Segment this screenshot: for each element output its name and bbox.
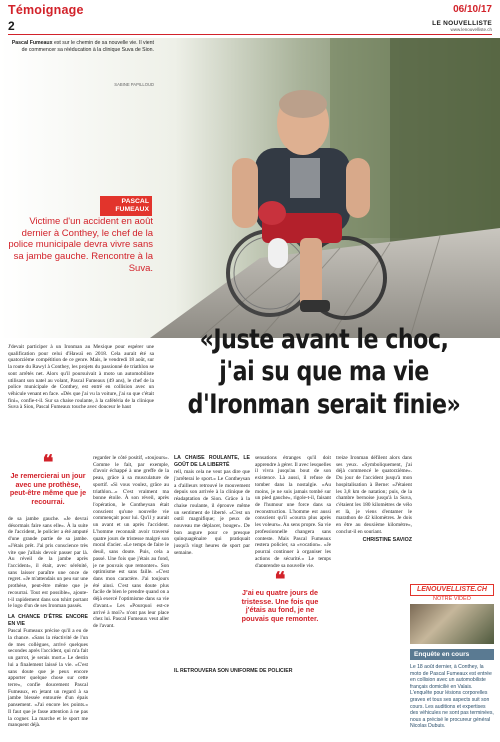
section-rubric: Témoignage: [8, 3, 84, 17]
quote-mark-icon: ❝: [42, 450, 54, 474]
body-column-4: [255, 455, 331, 567]
brand-url: www.lenouvelliste.ch: [450, 27, 492, 32]
body-paragraph: rell, mais cela ne veut pas dire que j'arrêterai le sport.» Le Contheysan a d'ailleurs retrouvé le mouvement depuis son arrivée à la clinique de réadaptation de Sion. Grâce à la chaise roulante, il éprouve même un sentiment de liberté. «C'est un outil magnifique; je peux de nouveau me déplacer, bouger». De bon augure pour ce presque quinquagénaire qui pratiquait jusqu'à vingt heures de sport par semaine.: [174, 469, 250, 556]
sidebar-title: Enquête en cours: [410, 649, 494, 660]
brand-name: LE NOUVELLISTE: [432, 20, 492, 27]
video-thumbnail[interactable]: [410, 604, 494, 644]
body-paragraph: Pascal Fumeaux précise qu'il a eu de la chance. «Sans la réactivité de l'un de mes collègues, arrivé quelques secondes après l'accident, qui m'a fait un garrot, je serais mort.» Le destin lui a finalement laissé la vie. «C'est sans doute que je peux encore apporter quelque chose sur cette terre», confie doucement Pascal Fumeaux, en jetant un regard à sa jambe blessée entourée d'un épais pansement. «J'ai encore les points.» Il faut que je fasse attention à ne pas la cogner. La marche et le sport me manquent déjà.: [8, 628, 88, 729]
video-sublabel: NOTRE VIDÉO: [410, 596, 494, 602]
subheading-chance: LA CHANCE D'ÊTRE ENCORE EN VIE: [8, 614, 88, 627]
pull-quote-2-text: J'ai eu quatre jours de tristesse. Une fois que j'étais au fond, je ne pouvais que remonter.: [241, 588, 319, 623]
subheading-uniforme: IL RETROUVERA SON UNIFORME DE POLICIER: [174, 668, 293, 674]
subject-name-tag: [100, 196, 152, 216]
body-paragraph: sensations étranges qu'il doit apprendre à gérer. Il avec lesquelles il vivra jusqu'au bout de son existence. Là aussi, il refuse de tomber dans la nostalgie. «Au moins, je ne suis jamais tombé sur un pied gauche», rigole-t-il, faisant de l'humour une force dans sa reconstruction. L'homme est aussi conscient qu'il «courra plus après les voleurs». Au sens propre. Sa vie professionnelle changera sans conteste. Mais Pascal Fumeaux restera policier, sa «vocation». «Je pourrai continuer à organiser les actions de sécurité.» Le temps d'apprendre sa nouvelle vie.: [255, 455, 331, 567]
subject-last-name: FUMEAUX: [115, 205, 149, 213]
quote-mark-icon: ❝: [274, 567, 286, 591]
headline-line-3: d'Ironman serait finie»: [187, 388, 461, 420]
body-column-5b: [336, 580, 406, 738]
body-paragraph: treize Ironman défilent alors dans ses yeux. «Symboliquement, j'ai déjà commencé le quatorzième». Du jour de l'accident jusqu'à mon hospitalisation à Berne: «J'étaient les 3,8 km de natation; puis, de la chambre bernoise jusqu'à la Suva, c'étaient les 180 kilomètres de vélo et là, je viens d'entamer le marathon de 42 kilomètres. Je dois en être au deuxième kilomètre», conclut-il en souriant.: [336, 455, 412, 535]
body-paragraph: J'devait participer à un Ironman au Mexique pour espérer une qualification pour celui d'Hawaï en 2018. Cela aurait été sa quatorzième compétition de ce genre. Mais, le vendredi 18 août, sur la route du Rawyl à Conthey, les projets du passionné de triathlon se sont arrêtés net. Alors qu'il poursuivait à moto un automobiliste utilisant son natel au volant, Pascal Fumeaux (49 ans), le chef de la police municipale de Conthey, est entré en collision avec un véhicule venant en face. «Dès que j'ai vu la voiture, j'ai su que c'était fini», confie-t-il. Sur sa chaise roulante, à la cafétéria de la clinique Suva à Sion, Pascal Fumeaux touche avec douceur le haut: [8, 344, 154, 411]
author-signature: CHRISTINE SAVIOZ: [362, 536, 412, 543]
body-column-1: [8, 344, 154, 449]
headline-quote: [183, 324, 465, 421]
issue-date: 06/10/17: [453, 4, 492, 15]
caption-text: est sur le chemin de sa nouvelle vie. Il vient de commencer sa rééducation à la clinique Suva de Sion.: [21, 40, 154, 53]
body-column-2: [93, 455, 169, 738]
pull-quote-1: [8, 450, 88, 507]
body-column-5: [336, 455, 412, 575]
headline-line-2: j'ai su que ma vie: [219, 356, 429, 388]
body-column-3: [174, 455, 250, 567]
photo-caption: [8, 40, 154, 53]
photo-credit: SABINE PAPILLOUD: [114, 82, 154, 87]
header-rule: [8, 34, 492, 35]
article-lede: Victime d'un accident en août dernier à Conthey, le chef de la police municipale devra vivre sans sa jambe gauche. Rencontre à la Suva.: [8, 216, 153, 274]
page-number: 2: [8, 19, 15, 33]
pull-quote-1-text: Je remercierai un jour avec une prothèse, peut-être même que je recourrai.: [9, 471, 87, 506]
video-link[interactable]: LENOUVELLISTE.CH: [410, 584, 494, 596]
body-column-1b: [8, 516, 88, 738]
body-column-3b: [174, 668, 324, 738]
body-paragraph: de sa jambe gauche. «Je devrai désormais faire sans elle». À la suite de l'accident, le policier a été amputé d'une grande partie de sa jambe. «J'étais prêt. J'ai pris conscience très vite que j'allais devoir passer par là. Au réveil de la jambe après l'accident», il était, avec sérénité, sans laisser paraître une once de regret. «Je m'attendais un peu sur une prothèse, peut-être même que je recourrai. Tout est possible», ajoute-t-il rapidement dans son tshirt portant le logo d'un de ses Ironman passés.: [8, 516, 88, 610]
body-paragraph: regarder le côté positif, «toujours». Comme le fait, par exemple, d'avoir échappé à une greffe de la peau, grâce à sa musculature de sportif. «Si vous voulez, grâce au triathlon...» C'est vraiment ma bonne étoile. À son réveil, après l'opération, le Contheysan était conscient qu'une nouvelle vie commençait pour lui. Qu'il y aurait un avant et un après l'accident. L'homme reconnaît avoir traversé quatre jours de tristesse malgré son moral d'acier. «Le temps de faire le deuil, sans doute. Puis, cela a passé. Une fois que j'étais au fond, je ne pouvais que remonter». Son optimisme est sans faille. «C'est dans mon caractère. J'ai toujours été ainsi. C'est sans doute plus facile de bien le prendre quand on a déjà exercé l'optimisme dans sa vie d'avant.» Les «Pourquoi est-ce arrivé à moi?» n'ont pas leur place chez lui. Pascal Fumeaux veut aller de l'avant.: [93, 455, 169, 629]
sidebar-text: Le 18 août dernier, à Conthey, la moto de Pascal Fumeaux est entrée en collision avec un automobiliste français domicilié en Valais. L'enquête pour lésions corporelles graves et tous ses aspects suit son cours. Les auditions et expertises des véhicules ne sont pas terminées, nous a précisé le procureur général Nicolas Dubuis.: [410, 664, 494, 730]
pull-quote-2: [240, 567, 320, 624]
headline-line-1: «Juste avant le choc,: [199, 324, 449, 355]
caption-name: Pascal Fumeaux: [11, 40, 53, 46]
subject-first-name: PASCAL: [121, 198, 149, 205]
subheading-chaise: LA CHAISE ROULANTE, LE GOÛT DE LA LIBERTÉ: [174, 455, 250, 468]
newspaper-brand: [432, 20, 492, 32]
